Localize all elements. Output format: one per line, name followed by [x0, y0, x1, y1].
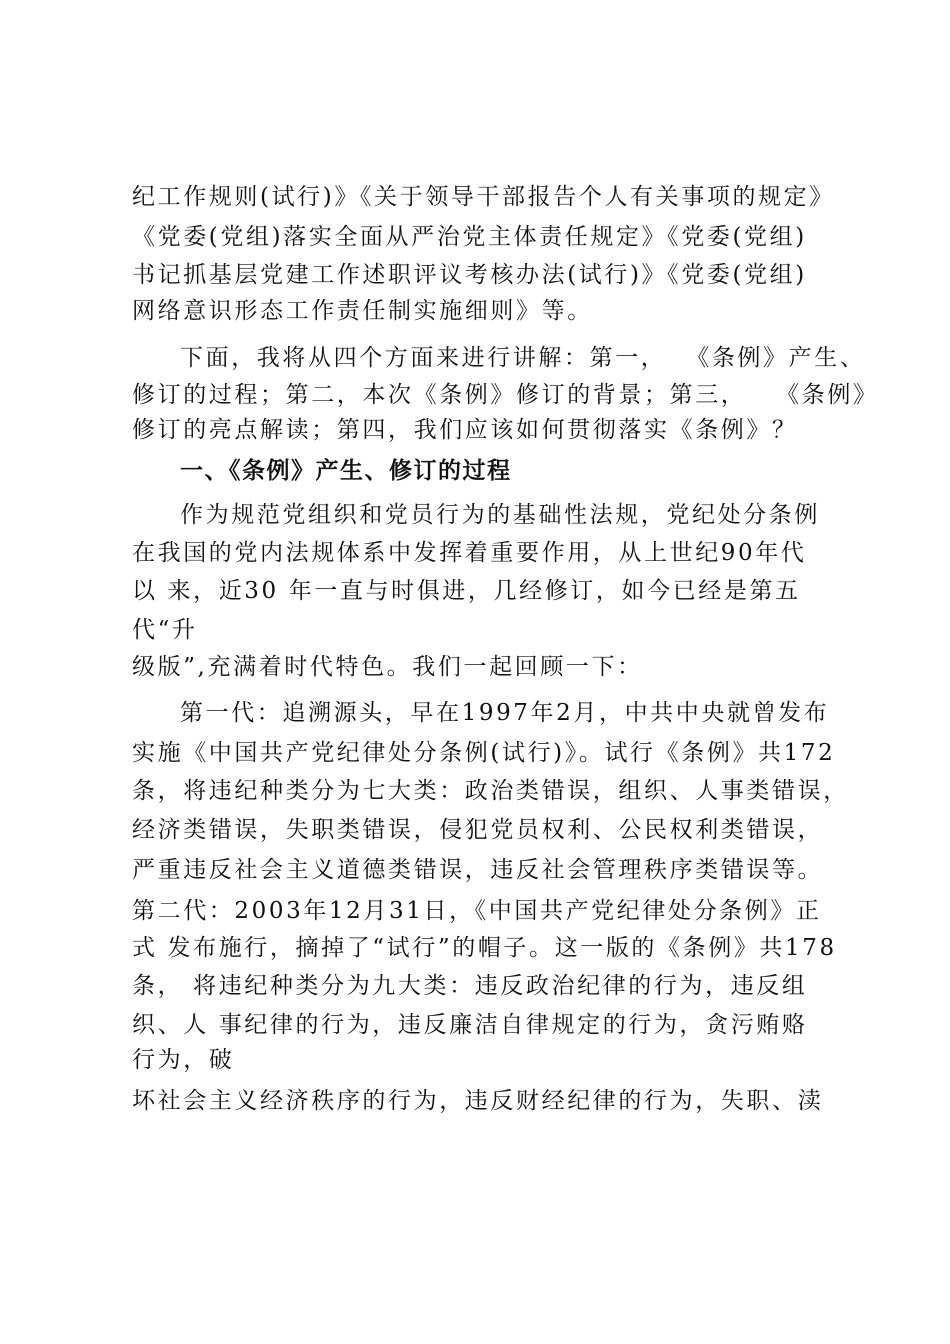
body-line: 以 来，近30 年一直与时俱进，几经修订，如今已经是第五: [132, 578, 801, 604]
body-line: 修订的亮点解读；第四，我们应该如何贯彻落实《条例》？: [132, 417, 798, 443]
body-line: 经济类错误，失职类错误，侵犯党员权利、公民权利类错误，: [132, 817, 824, 843]
body-line: 在我国的党内法规体系中发挥着重要作用，从上世纪90年代: [132, 540, 807, 566]
body-line: 坏社会主义经济秩序的行为，违反财经纪律的行为，失职、渎: [132, 1088, 824, 1114]
body-line: 严重违反社会主义道德类错误，违反社会管理秩序类错误等。: [132, 857, 824, 883]
body-line: 第一代：追溯源头，早在1997年2月，中共中央就曾发布: [180, 700, 830, 726]
body-line: 作为规范党组织和党员行为的基础性法规，党纪处分条例: [180, 502, 820, 528]
body-line: 代“升: [132, 617, 198, 643]
body-line: 修订的过程；第二，本次《条例》修订的背景；第三， 《条例》: [132, 382, 879, 408]
body-line: 实施《中国共产党纪律处分条例(试行)》。试行《条例》共172: [132, 740, 836, 766]
body-line: 条，将违纪种类分为七大类：政治类错误，组织、人事类错误，: [132, 778, 849, 804]
body-line: 纪工作规则(试行)》《关于领导干部报告个人有关事项的规定》: [132, 184, 835, 210]
body-line: 式 发布施行，摘掉了“试行”的帽子。这一版的《条例》共178: [132, 935, 837, 961]
body-line: 网络意识形态工作责任制实施细则》等。: [132, 298, 593, 324]
body-line: 书记抓基层党建工作述职评议考核办法(试行)》《党委(党组): [132, 262, 807, 288]
body-line: 织、人 事纪律的行为，违反廉洁自律规定的行为，贪污贿赂: [132, 1012, 808, 1038]
body-line: 下面，我将从四个方面来进行讲解：第一， 《条例》产生、: [180, 345, 866, 371]
section-heading: 一、《条例》产生、修订的过程: [180, 458, 512, 484]
body-line: 条， 将违纪种类分为九大类：违反政治纪律的行为，违反组: [132, 973, 808, 999]
body-line: 行为，破: [132, 1047, 235, 1073]
body-line: 《党委(党组)落实全面从严治党主体责任规定》《党委(党组): [132, 224, 807, 250]
body-line: 级版”,充满着时代特色。我们一起回顾一下：: [132, 654, 643, 680]
body-line: 第二代：2003年12月31日，《中国共产党纪律处分条例》正: [132, 898, 822, 924]
